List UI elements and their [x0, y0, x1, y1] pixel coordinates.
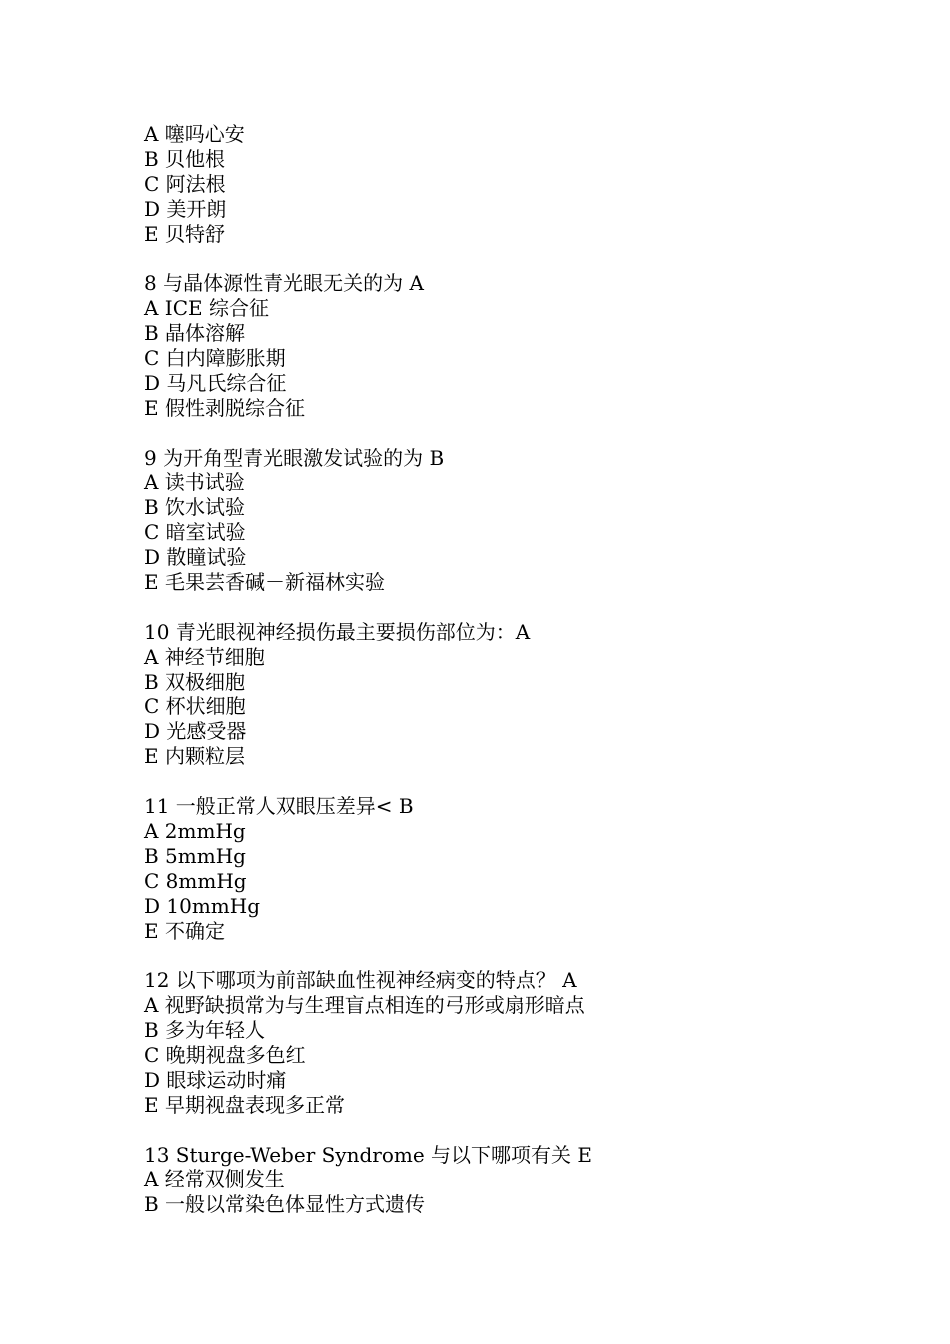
- option-e: E 毛果芸香碱－新福林实验: [144, 570, 385, 595]
- option-d: D 光感受器: [144, 719, 247, 744]
- option-c: C 阿法根: [144, 171, 226, 196]
- question-stem: 13 Sturge-Weber Syndrome 与以下哪项有关 E: [144, 1142, 593, 1167]
- option-a: A 2mmHg: [144, 818, 246, 843]
- option-d: D 10mmHg: [144, 893, 261, 918]
- question-9: [144, 446, 864, 595]
- option-b: B 5mmHg: [144, 843, 246, 868]
- question-10: [144, 620, 864, 769]
- option-d: D 散瞳试验: [144, 545, 247, 570]
- option-c: C 杯状细胞: [144, 694, 246, 719]
- option-d: D 眼球运动时痛: [144, 1067, 287, 1092]
- option-c: C 晚期视盘多色红: [144, 1042, 306, 1067]
- option-e: E 早期视盘表现多正常: [144, 1092, 345, 1117]
- document-body: [144, 122, 864, 1217]
- question-11: [144, 794, 864, 943]
- option-c: C 暗室试验: [144, 520, 246, 545]
- question-8: [144, 271, 864, 420]
- option-a: A 经常双侧发生: [144, 1167, 285, 1192]
- paragraph-gap: [144, 246, 864, 271]
- option-b: B 双极细胞: [144, 669, 246, 694]
- question-stem: 8 与晶体源性青光眼无关的为 A: [144, 271, 424, 296]
- paragraph-gap: [144, 421, 864, 446]
- option-b: B 多为年轻人: [144, 1018, 266, 1043]
- paragraph-gap: [144, 595, 864, 620]
- option-e: E 贝特舒: [144, 221, 225, 246]
- option-e: E 不确定: [144, 918, 225, 943]
- option-a: A ICE 综合征: [144, 296, 269, 321]
- question-13: [144, 1143, 864, 1218]
- paragraph-gap: [144, 1118, 864, 1143]
- option-b: B 一般以常染色体显性方式遗传: [144, 1192, 426, 1217]
- question-stem: 9 为开角型青光眼激发试验的为 B: [144, 445, 445, 470]
- question-7-options: [144, 122, 864, 246]
- question-stem: 12 以下哪项为前部缺血性视神经病变的特点？ A: [144, 968, 577, 993]
- option-c: C 白内障膨胀期: [144, 346, 286, 371]
- option-c: C 8mmHg: [144, 868, 247, 893]
- question-stem: 10 青光眼视神经损伤最主要损伤部位为：A: [144, 619, 531, 644]
- paragraph-gap: [144, 769, 864, 794]
- option-d: D 马凡氏综合征: [144, 370, 287, 395]
- option-b: B 贝他根: [144, 146, 226, 171]
- question-12: [144, 968, 864, 1117]
- question-stem: 11 一般正常人双眼压差异< B: [144, 794, 414, 819]
- option-a: A 噻吗心安: [144, 122, 245, 146]
- option-b: B 饮水试验: [144, 495, 246, 520]
- option-a: A 神经节细胞: [144, 644, 265, 669]
- option-b: B 晶体溶解: [144, 321, 246, 346]
- option-d: D 美开朗: [144, 196, 227, 221]
- paragraph-gap: [144, 943, 864, 968]
- option-a: A 视野缺损常为与生理盲点相连的弓形或扇形暗点: [144, 993, 585, 1018]
- option-e: E 假性剥脱综合征: [144, 395, 305, 420]
- option-e: E 内颗粒层: [144, 744, 245, 769]
- option-a: A 读书试验: [144, 470, 245, 495]
